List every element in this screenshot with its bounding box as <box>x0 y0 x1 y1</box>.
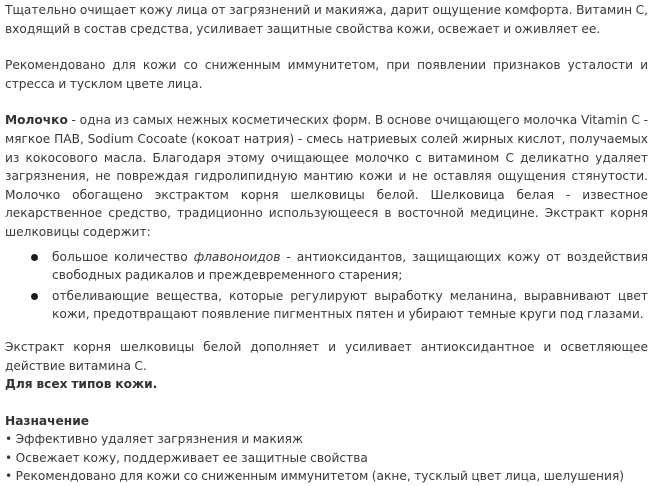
purpose-heading-text: Назначение <box>5 413 90 428</box>
purpose-section <box>5 412 648 486</box>
skin-types-note <box>5 375 648 394</box>
intro-paragraph-2: Рекомендовано для кожи со сниженным иммунитетом, при появлении признаков усталости и стресса и тусклом цвете лица. <box>5 58 648 91</box>
list-item: • Эффективно удаляет загрязнения и макияж <box>5 432 303 447</box>
bullet-text-start: отбеливающие вещества, которые регулируют выработку меланина, выравнивают цвет кожи, предотвращают появление пигментных пятен и убирают темные круги под глазами. <box>52 288 648 322</box>
bullet-icon <box>31 254 38 261</box>
intro-paragraph-1: Тщательно очищает кожу лица от загрязнений и макияжа, дарит ощущение комфорта. Витамин С, входящий в состав средства, усиливает защитные свойства кожи, освежает и оживляет ее. <box>5 3 648 36</box>
list-item <box>52 287 648 324</box>
extract-paragraph: Экстракт корня шелковицы белой дополняет и усиливает антиоксидантное и осветляющее действие витамина С. <box>5 339 648 373</box>
milk-description-paragraph <box>5 111 648 241</box>
milk-description-text: - одна из самых нежных косметических форм. В основе очищающего молочка Vitamin C - мягкое ПАВ, Sodium Cocoate (кокоат натрия) - смесь натриевых солей жирных кислот, получаемых из кокосового масла. Благодаря этому очищающее молочко с витамином С деликатно удаляет загрязнения, не повреждая гидролипидную мантию кожи и не оставляя ощущения стянутости. Молочко обогащено экстрактом корня шелковицы белой. Шелковица белая - известное лекарственное средство, традиционно использующееся в восточной медицине. Экстракт корня шелковицы содержит: <box>5 113 648 239</box>
list-item: • Освежает кожу, поддерживает ее защитные свойства <box>5 450 368 465</box>
bullet-emphasis: флавоноидов <box>193 249 281 264</box>
bullet-text-start: большое количество <box>52 249 194 264</box>
list-item: • Рекомендовано для кожи со сниженным иммунитетом (акне, тусклый цвет лица, шелушения) <box>5 469 625 484</box>
list-item <box>52 248 648 285</box>
bullet-icon <box>31 293 38 300</box>
milk-lead-word: Молочко <box>5 113 68 128</box>
skin-types-text: Для всех типов кожи. <box>5 377 158 392</box>
purpose-heading <box>5 412 648 431</box>
bullet-text-end: - антиоксидантов, защищающих кожу от воздействия свободных радикалов и преждевременного старения; <box>52 249 648 283</box>
extract-contents-list <box>5 248 648 324</box>
